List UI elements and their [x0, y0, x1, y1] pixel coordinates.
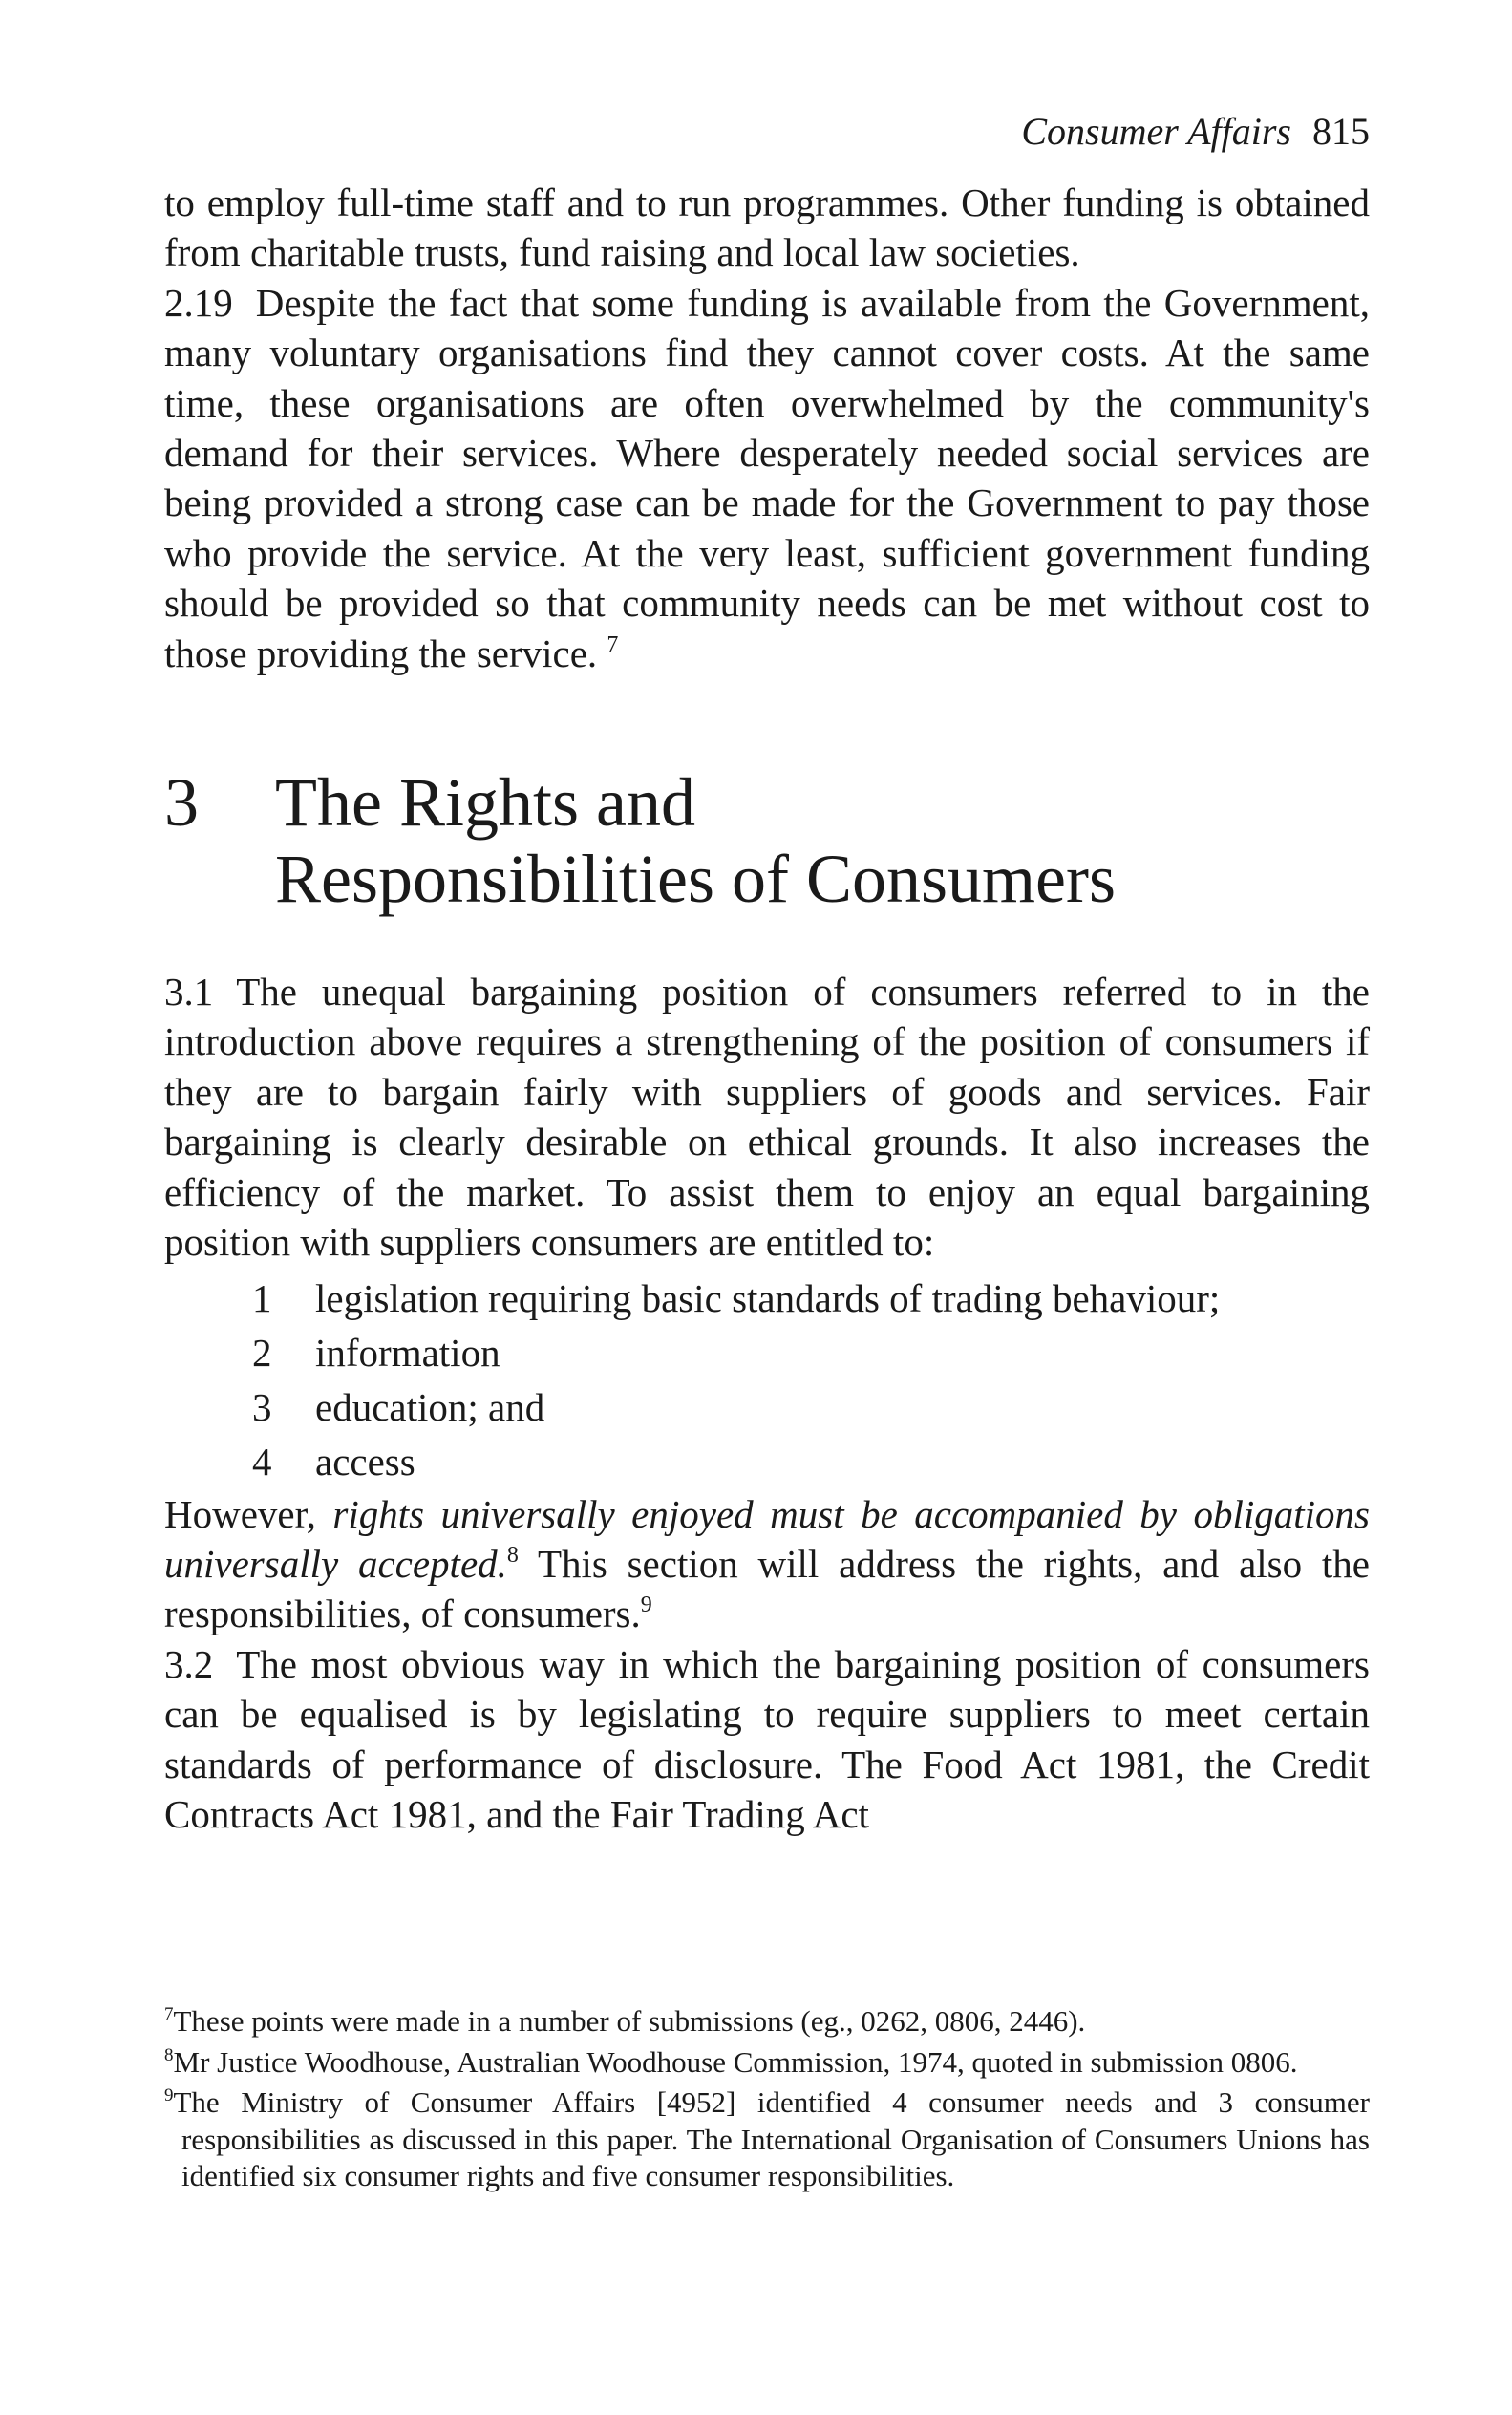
- section-title: The Rights and Responsibilities of Consumers: [275, 764, 1116, 918]
- footnote-ref: 9: [640, 1592, 652, 1618]
- running-head: [164, 105, 1370, 159]
- section-heading: [164, 764, 1370, 917]
- running-head-title: Consumer Affairs: [1021, 110, 1291, 153]
- footnote-marker: 8: [164, 2044, 174, 2065]
- footnotes: [164, 2003, 1370, 2199]
- paragraph-lead: However,: [164, 1491, 316, 1536]
- paragraph-number: 3.1: [164, 970, 214, 1015]
- entitlements-list: [164, 1272, 1370, 1489]
- list-item-text: education; and: [315, 1384, 545, 1429]
- list-item-number: 2: [252, 1330, 272, 1375]
- footnote-marker: 9: [164, 2085, 174, 2105]
- footnote-text: These points were made in a number of submissions (eg., 0262, 0806, 2446).: [173, 2004, 1086, 2038]
- footnote-marker: 7: [164, 2004, 174, 2024]
- paragraph-3-2: [164, 1639, 1370, 1840]
- footnote: [164, 2044, 1370, 2082]
- list-item: [164, 1326, 1370, 1380]
- list-item-text: information: [315, 1330, 500, 1375]
- footnote-ref: 7: [607, 631, 619, 657]
- paragraph-2-19: [164, 278, 1370, 678]
- footnote-text: Mr Justice Woodhouse, Australian Woodhouse Commission, 1974, quoted in submission 0806.: [173, 2044, 1298, 2079]
- list-item-number: 3: [252, 1384, 272, 1429]
- paragraph-intro: [164, 178, 1370, 278]
- page-body: [164, 105, 1370, 1839]
- paragraph-text: Despite the fact that some funding is available from the Government, many voluntary organisations find they cannot cover costs. At the same time, these organisations are often overwhelmed by the community's demand for their services. Where desperately needed social services are being provided a strong case can be made for the Government to pay those who provide the service. At the very least, sufficient government funding should be provided so that community needs can be met without cost to those providing the service.: [164, 280, 1370, 675]
- paragraph-text: This section will address the rights, and also the responsibilities, of consumers.: [164, 1541, 1370, 1636]
- paragraph-text: The most obvious way in which the bargaining position of consumers can be equalised is by legislating to require suppliers to meet certain standards of performance of disclosure. The Food Act 1981, the Credit Contracts Act 1981, and the Fair Trading Act: [164, 1641, 1370, 1836]
- list-item: [164, 1272, 1370, 1326]
- paragraph-number: 2.19: [164, 280, 233, 325]
- italic-quote: rights universally enjoyed must be accompanied by obligations universally accepted.: [164, 1491, 1371, 1586]
- footnote: [164, 2003, 1370, 2041]
- list-item-text: access: [315, 1439, 415, 1484]
- paragraph-number: 3.2: [164, 1641, 214, 1686]
- footnote: [164, 2084, 1370, 2195]
- footnote-ref: 8: [506, 1542, 519, 1568]
- list-item: [164, 1380, 1370, 1435]
- footnote-text: The Ministry of Consumer Affairs [4952] identified 4 consumer needs and 3 consumer responsibilities as discussed in this paper. The International Organisation of Consumers Unions has identified six consumer rights and five consumer responsibilities.: [173, 2085, 1370, 2192]
- list-item: [164, 1435, 1370, 1489]
- section-number: 3: [164, 764, 199, 842]
- page-number: 815: [1312, 110, 1370, 153]
- paragraph-3-1: [164, 967, 1370, 1267]
- paragraph-intro-text: to employ full-time staff and to run programmes. Other funding is obtained from charitable trusts, fund raising and local law societies.: [164, 181, 1370, 275]
- list-item-number: 1: [252, 1275, 272, 1320]
- paragraph-however: [164, 1489, 1370, 1639]
- list-item-number: 4: [252, 1439, 272, 1484]
- list-item-text: legislation requiring basic standards of trading behaviour;: [315, 1275, 1221, 1320]
- paragraph-text: The unequal bargaining position of consumers referred to in the introduction above requires a strengthening of the position of consumers if they are to bargain fairly with suppliers of goods and services. Fair bargaining is clearly desirable on ethical grounds. It also increases the efficiency of the market. To assist them to enjoy an equal bargaining position with suppliers consumers are entitled to:: [164, 970, 1370, 1265]
